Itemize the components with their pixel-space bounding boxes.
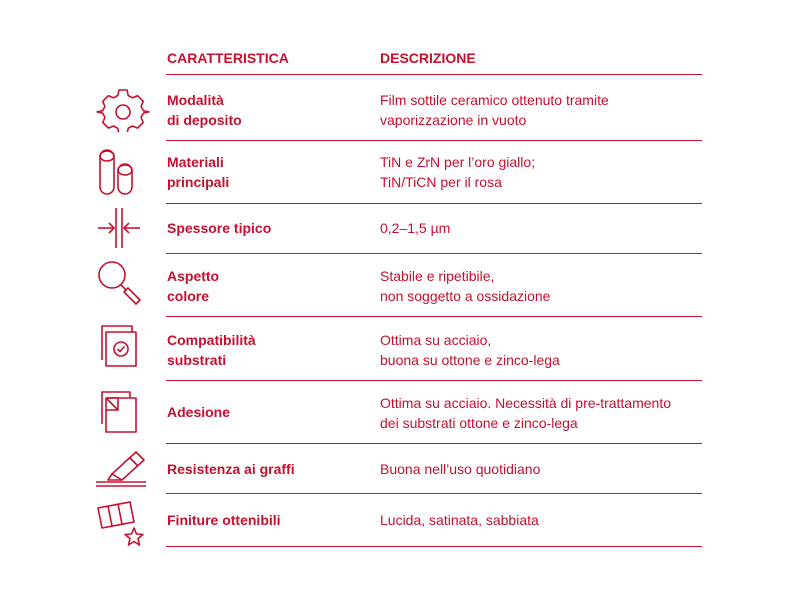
row-divider bbox=[166, 253, 702, 254]
desc-line: vaporizzazione in vuoto bbox=[380, 112, 527, 128]
column-header-caratteristica: CARATTERISTICA bbox=[167, 50, 289, 66]
desc-line: Buona nell’uso quotidiano bbox=[380, 461, 541, 477]
desc-line: Ottima su acciaio, bbox=[380, 332, 492, 348]
label-line: colore bbox=[167, 288, 210, 304]
peeling-layer-icon bbox=[92, 388, 156, 438]
label-line: Modalità bbox=[167, 92, 224, 108]
label-line: principali bbox=[167, 174, 230, 190]
label-line: Adesione bbox=[167, 404, 231, 420]
desc-modalita-di-deposito bbox=[380, 90, 710, 130]
label-line: Finiture ottenibili bbox=[167, 512, 281, 528]
layers-check-icon bbox=[92, 322, 156, 372]
desc-line: TiN/TiCN per il rosa bbox=[380, 174, 502, 190]
desc-line: non soggetto a ossidazione bbox=[380, 288, 551, 304]
row-divider bbox=[166, 546, 702, 547]
desc-resistenza-ai-graffi bbox=[380, 459, 710, 479]
label-resistenza-ai-graffi bbox=[167, 459, 367, 479]
label-compatibilita-substrati bbox=[167, 330, 367, 370]
desc-line: Stabile e ripetibile, bbox=[380, 268, 495, 284]
label-adesione bbox=[167, 402, 367, 422]
swatches-star-icon bbox=[92, 498, 156, 548]
desc-line: TiN e ZrN per l’oro giallo; bbox=[380, 154, 536, 170]
label-spessore-tipico bbox=[167, 218, 367, 238]
label-line: Resistenza ai graffi bbox=[167, 461, 295, 477]
thickness-icon bbox=[92, 206, 156, 250]
scratch-blade-icon bbox=[92, 448, 156, 488]
label-line: Aspetto bbox=[167, 268, 220, 284]
label-line: Spessore tipico bbox=[167, 220, 272, 236]
column-header-descrizione: DESCRIZIONE bbox=[380, 50, 476, 66]
label-materiali-principali bbox=[167, 152, 367, 192]
label-line: substrati bbox=[167, 352, 227, 368]
desc-line: Film sottile ceramico ottenuto tramite bbox=[380, 92, 609, 108]
header-divider bbox=[166, 74, 702, 75]
label-aspetto-colore bbox=[167, 266, 367, 306]
magnifier-icon bbox=[92, 258, 156, 308]
desc-line: Ottima su acciaio. Necessità di pre-trattamento bbox=[380, 395, 672, 411]
row-divider bbox=[166, 140, 702, 141]
label-line: Compatibilità bbox=[167, 332, 256, 348]
row-divider bbox=[166, 316, 702, 317]
row-divider bbox=[166, 203, 702, 204]
desc-finiture-ottenibili bbox=[380, 510, 710, 530]
row-divider bbox=[166, 493, 702, 494]
label-line: di deposito bbox=[167, 112, 242, 128]
desc-line: dei substrati ottone e zinco-lega bbox=[380, 415, 578, 431]
desc-materiali-principali bbox=[380, 152, 710, 192]
row-divider bbox=[166, 380, 702, 381]
desc-aspetto-colore bbox=[380, 266, 710, 306]
desc-compatibilita-substrati bbox=[380, 330, 710, 370]
desc-adesione bbox=[380, 393, 710, 433]
desc-spessore-tipico bbox=[380, 218, 710, 238]
cylinders-icon bbox=[92, 146, 156, 198]
label-finiture-ottenibili bbox=[167, 510, 367, 530]
desc-line: Lucida, satinata, sabbiata bbox=[380, 512, 539, 528]
desc-line: 0,2–1,5 µm bbox=[380, 220, 451, 236]
row-divider bbox=[166, 443, 702, 444]
desc-line: buona su ottone e zinco-lega bbox=[380, 352, 560, 368]
gear-icon bbox=[92, 86, 156, 132]
label-modalita-di-deposito bbox=[167, 90, 367, 130]
label-line: Materiali bbox=[167, 154, 224, 170]
